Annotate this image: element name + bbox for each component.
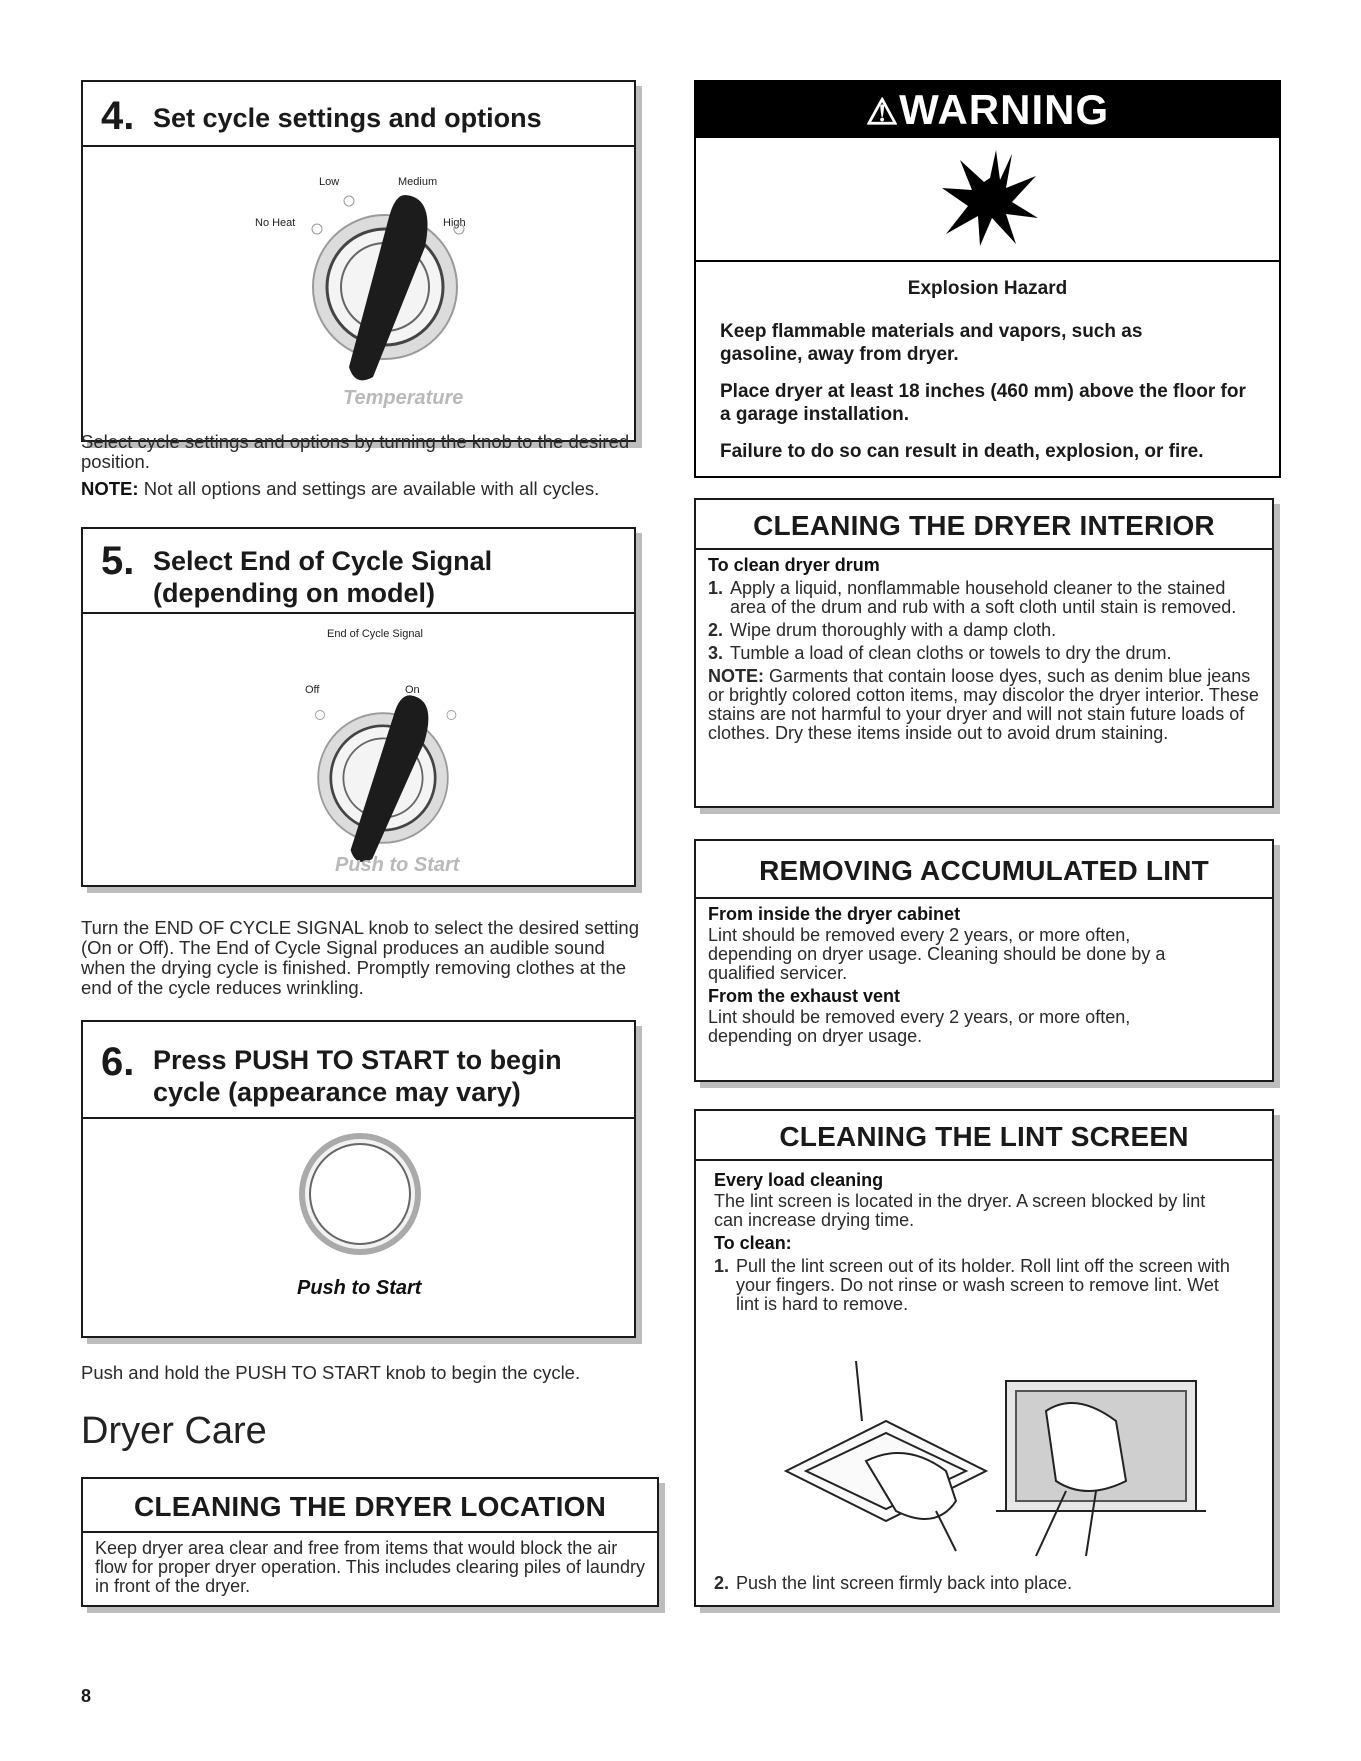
step5-title-line2: (depending on model): [153, 578, 435, 608]
explosion-icon: [940, 148, 1040, 248]
page-number: 8: [81, 1686, 92, 1706]
warning-line3: Failure to do so can result in death, explosion, or fire.: [720, 441, 1204, 462]
knob-label-high: High: [443, 217, 466, 229]
push-to-start-caption-5: Push to Start: [335, 854, 460, 876]
lint-screen-removal-icon: [786, 1361, 986, 1551]
step4-note-text: Not all options and settings are available with all cycles.: [138, 478, 600, 499]
step6-description: Push and hold the PUSH TO START knob to begin the cycle.: [81, 1362, 581, 1383]
warning-triangle-icon: ⚠: [865, 91, 900, 132]
knob-label-on: On: [405, 684, 420, 696]
warning-header-text: WARNING: [899, 86, 1110, 133]
dryer-location-text: Keep dryer area clear and free from items that would block the air flow for proper dryer operation. This includes clearing piles of laundry in front of the dryer.: [95, 1538, 645, 1596]
lint-screen-rolling-icon: [996, 1381, 1206, 1556]
lint-subheading-1: From inside the dryer cabinet: [708, 904, 961, 924]
step4-number: 4.: [101, 94, 135, 138]
push-to-start-knob-icon: [295, 1129, 425, 1259]
knob-label-low: Low: [319, 176, 340, 188]
temperature-knob-figure: [83, 147, 634, 437]
temperature-knob-icon: [285, 187, 485, 387]
lint-screen-subheading-1: Every load cleaning: [714, 1170, 884, 1190]
lint-text-1: Lint should be removed every 2 years, or more often, depending on dryer usage. Cleaning should be done by a qualified servicer.: [708, 925, 1166, 983]
interior-note-text: Garments that contain loose dyes, such as denim blue jeans or brightly colored cotton items, may discolor the dryer interior. These stains are not harmful to your dryer and will not stain future loads of clothes. Dry these items inside out to avoid drum staining.: [708, 666, 1259, 743]
step5-title-bar: [83, 529, 634, 614]
dryer-care-heading: Dryer Care: [81, 1410, 267, 1452]
lint-screen-box: [694, 1109, 1274, 1607]
lint-screen-title: CLEANING THE LINT SCREEN: [696, 1111, 1272, 1161]
lint-screen-body: [696, 1161, 1272, 1324]
end-of-cycle-knob-figure: [83, 614, 634, 884]
dryer-location-box: [81, 1477, 659, 1607]
interior-note-label: NOTE:: [708, 666, 764, 686]
lint-screen-step-2: [714, 1573, 1072, 1594]
step4-note-label: NOTE:: [81, 478, 139, 499]
interior-item-1: [708, 579, 1260, 617]
lint-subheading-2: From the exhaust vent: [708, 986, 901, 1006]
knob-label-no-heat: No Heat: [255, 217, 296, 229]
step6-title-line2: cycle (appearance may vary): [153, 1077, 521, 1107]
interior-note: [708, 667, 1260, 743]
step5-description: Turn the END OF CYCLE SIGNAL knob to select the desired setting (On or Off). The End of Cycle Signal produces an audible sound when the drying cycle is finished. Promptly removing clothes at the end of the cycle reduces wrinkling.: [81, 917, 639, 998]
step6-title-line1: Press PUSH TO START to begin: [153, 1045, 562, 1075]
end-of-cycle-knob-icon: [293, 688, 473, 868]
push-to-start-caption-6: Push to Start: [297, 1277, 422, 1299]
interior-subheading: To clean dryer drum: [708, 555, 880, 575]
warning-header: [696, 82, 1279, 138]
step4-title: Set cycle settings and options: [153, 103, 542, 133]
step5-number: 5.: [101, 539, 135, 583]
lint-screen-step-2-text: Push the lint screen firmly back into place.: [736, 1573, 1073, 1593]
interior-item-1-text: Apply a liquid, nonflammable household cleaner to the stained area of the drum and rub with a soft cloth until stain is removed.: [730, 578, 1237, 617]
lint-screen-illustration: [746, 1361, 1216, 1561]
lint-screen-subheading-2: To clean:: [714, 1233, 792, 1253]
step6-box: [81, 1020, 636, 1338]
warning-box: [694, 80, 1281, 478]
step5-title-line1: Select End of Cycle Signal: [153, 546, 493, 576]
lint-body: [696, 899, 1272, 1056]
lint-text-2: Lint should be removed every 2 years, or more often, depending on dryer usage.: [708, 1007, 1131, 1046]
step4-description: Select cycle settings and options by turning the knob to the desired position.: [81, 431, 630, 472]
step4-note: [81, 479, 661, 499]
dryer-location-title: CLEANING THE DRYER LOCATION: [83, 1479, 657, 1533]
end-of-cycle-signal-label: End of Cycle Signal: [327, 628, 423, 640]
push-to-start-figure: [83, 1119, 634, 1339]
lint-box: [694, 839, 1274, 1082]
explosion-figure: [696, 138, 1279, 262]
interior-item-3-text: Tumble a load of clean cloths or towels to dry the drum.: [730, 643, 1172, 663]
interior-item-1-number: 1.: [708, 578, 724, 598]
interior-item-2: [708, 621, 1260, 640]
warning-hazard-title: Explosion Hazard: [907, 278, 1068, 299]
step6-title-bar: [83, 1022, 634, 1119]
step5-box: [81, 527, 636, 887]
lint-screen-step-1: [714, 1257, 1260, 1314]
warning-line2: Place dryer at least 18 inches (460 mm) above the floor for a garage installation.: [720, 381, 1246, 425]
knob-label-off: Off: [305, 684, 320, 696]
interior-body: [696, 550, 1272, 753]
lint-title: REMOVING ACCUMULATED LINT: [696, 841, 1272, 899]
knob-label-medium: Medium: [398, 176, 438, 188]
step4-title-bar: [83, 82, 634, 147]
interior-title: CLEANING THE DRYER INTERIOR: [696, 500, 1272, 550]
lint-screen-text-1: The lint screen is located in the dryer. A screen blocked by lint can increase drying time.: [714, 1191, 1206, 1230]
lint-screen-step-1-text: Pull the lint screen out of its holder. Roll lint off the screen with your fingers. Do not rinse or wash screen to remove lint. Wet lint is hard to remove.: [736, 1256, 1230, 1314]
interior-box: [694, 498, 1274, 808]
step6-number: 6.: [101, 1040, 135, 1084]
interior-item-2-number: 2.: [708, 620, 724, 640]
lint-screen-step-2-number: 2.: [714, 1573, 730, 1593]
temperature-caption: Temperature: [343, 387, 464, 409]
warning-line1: Keep flammable materials and vapors, such as gasoline, away from dryer.: [720, 321, 1143, 365]
interior-item-3-number: 3.: [708, 643, 724, 663]
lint-screen-step-1-number: 1.: [714, 1256, 730, 1276]
interior-item-3: [708, 644, 1260, 663]
step4-box: [81, 80, 636, 442]
interior-item-2-text: Wipe drum thoroughly with a damp cloth.: [730, 620, 1057, 640]
